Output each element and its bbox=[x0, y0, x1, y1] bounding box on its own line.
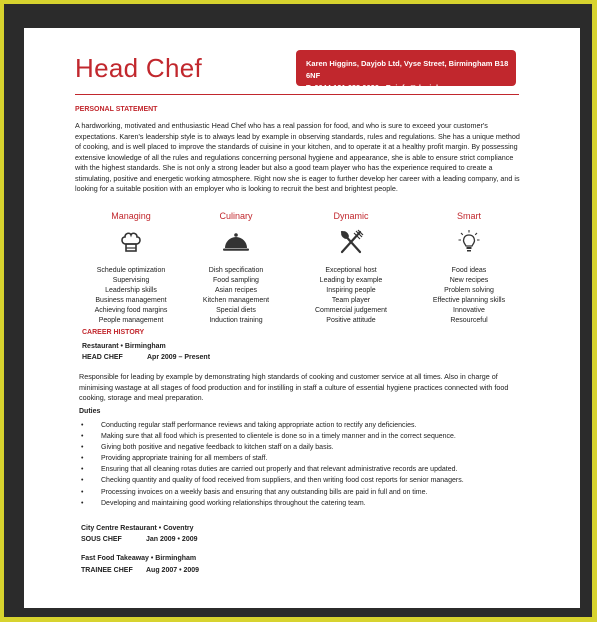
duties-label: Duties bbox=[79, 408, 101, 415]
job-company: Fast Food Takeaway • Birmingham bbox=[81, 555, 197, 562]
utensils-icon bbox=[295, 229, 407, 255]
skill-item: Effective planning skills bbox=[432, 297, 506, 304]
personal-statement-text: A hardworking, motivated and enthusiastic Head Chef who has a real passion for food, and who is sure to exceed your customer's expectations. Karen's leadership style is to always lead by example in observing standards, rules and regulations. She has a unique method of cooking, and is well placed to improve the standards of cuisine in your kitchen, and to operate it at a healthy profit margin. By possessing extensive knowledge of all the rules and regulations concerning personal hygiene and appearance, she is able to ensure strict compliance with the highest standards. She is not only a strong leader but also a good team player who has the experience required to create a stimulating, positive and energetic working atmosphere. Right now she is eager to further develop her career with a leading company, and is looking for a suitable position with an employer who is looking to recruit the best and brightest people. bbox=[75, 121, 520, 193]
duty-item: • Developing and maintaining good working relationships throughout the catering team. bbox=[79, 498, 529, 509]
skill-item: Food sampling bbox=[213, 277, 259, 284]
contact-box bbox=[296, 50, 516, 92]
skill-item: Problem solving bbox=[444, 287, 494, 294]
duty-item: • Ensuring that all cleaning rotas duties are carried out properly and that relevant administrative records are updated. bbox=[79, 464, 529, 475]
duty-item: • Giving both positive and negative feedback to kitchen staff on a daily basis. bbox=[79, 442, 529, 453]
skill-item: Leading by example bbox=[319, 277, 383, 284]
skill-item: Dish specification bbox=[208, 267, 264, 274]
skill-item: Kitchen management bbox=[202, 297, 270, 304]
job-role: HEAD CHEF bbox=[82, 354, 123, 361]
chef-hat-icon bbox=[75, 229, 187, 255]
skill-item: Induction training bbox=[209, 317, 263, 324]
job-role: SOUS CHEF bbox=[81, 536, 122, 543]
skill-column-dynamic bbox=[295, 211, 407, 326]
job-role-line bbox=[81, 567, 200, 574]
skill-heading: Smart bbox=[456, 211, 481, 221]
skill-item: Commercial judgement bbox=[315, 307, 387, 314]
career-history-heading: CAREER HISTORY bbox=[82, 329, 145, 336]
skill-list bbox=[295, 266, 407, 326]
skill-column-culinary bbox=[180, 211, 292, 326]
skills-grid bbox=[75, 211, 525, 324]
skill-list bbox=[75, 266, 187, 326]
job-dates: Jan 2009 • 2009 bbox=[146, 536, 198, 543]
duty-item: • Making sure that all food which is presented to clientele is done so in a timely manner and in the correct sequence. bbox=[79, 431, 529, 442]
job-company: Restaurant • Birmingham bbox=[82, 343, 166, 350]
skill-item: Positive attitude bbox=[326, 317, 376, 324]
skill-item: Schedule optimization bbox=[96, 267, 166, 274]
skill-item: Achieving food margins bbox=[94, 307, 168, 314]
skill-heading: Culinary bbox=[219, 211, 253, 221]
skill-item: Asian recipes bbox=[214, 287, 258, 294]
job-summary: Responsible for leading by example by demonstrating high standards of cooking and customer service at all times. Also in charge of minimising wastage at all stages of food production and for instilling in staff a culture of essential hygiene practices connected with food cooking, storage and meal preparation. bbox=[79, 372, 509, 402]
skill-heading: Dynamic bbox=[333, 211, 369, 221]
skill-column-managing bbox=[75, 211, 187, 326]
skill-list bbox=[180, 266, 292, 326]
job-dates: Apr 2009 – Present bbox=[147, 354, 211, 361]
job-role: TRAINEE CHEF bbox=[81, 567, 133, 574]
skill-item: Supervising bbox=[112, 277, 150, 284]
skill-item: Exceptional host bbox=[325, 267, 377, 274]
duties-list bbox=[79, 420, 529, 509]
skill-item: New recipes bbox=[449, 277, 489, 284]
skill-item: People management bbox=[98, 317, 164, 324]
job-role-line bbox=[81, 536, 198, 543]
duty-item: • Providing appropriate training for all members of staff. bbox=[79, 453, 529, 464]
personal-statement-heading: PERSONAL STATEMENT bbox=[75, 106, 158, 113]
header-divider bbox=[75, 94, 519, 95]
skill-item: Innovative bbox=[453, 307, 485, 314]
lightbulb-icon bbox=[413, 229, 525, 255]
page-title: Head Chef bbox=[75, 53, 202, 83]
image-frame bbox=[4, 4, 592, 617]
skill-item: Inspiring people bbox=[326, 287, 376, 294]
skill-item: Food ideas bbox=[451, 267, 487, 274]
duty-item: • Conducting regular staff performance reviews and taking appropriate action to rectify any deficiencies. bbox=[79, 420, 529, 431]
skill-item: Business management bbox=[95, 297, 167, 304]
job-company: City Centre Restaurant • Coventry bbox=[81, 525, 194, 532]
skill-list bbox=[413, 266, 525, 326]
job-role-line bbox=[82, 354, 211, 361]
duty-item: • Checking quantity and quality of food received from suppliers, and then writing food cost reports for senior managers. bbox=[79, 475, 529, 486]
contact-address: Karen Higgins, Dayjob Ltd, Vyse Street, Birmingham B18 6NF bbox=[306, 59, 509, 80]
contact-phone-email: T: 0044 121 638 0026 • E: info@dayjob.com bbox=[306, 83, 459, 92]
skill-column-smart bbox=[413, 211, 525, 326]
skill-item: Leadership skills bbox=[105, 287, 157, 294]
resume-page bbox=[24, 28, 580, 608]
skill-item: Team player bbox=[331, 297, 371, 304]
cloche-icon bbox=[180, 229, 292, 255]
skill-item: Resourceful bbox=[450, 317, 488, 324]
job-dates: Aug 2007 • 2009 bbox=[146, 567, 200, 574]
skill-item: Special diets bbox=[216, 307, 256, 314]
duty-item: • Processing invoices on a weekly basis and ensuring that any outstanding bills are paid in full and on time. bbox=[79, 487, 529, 498]
skill-heading: Managing bbox=[111, 211, 151, 221]
